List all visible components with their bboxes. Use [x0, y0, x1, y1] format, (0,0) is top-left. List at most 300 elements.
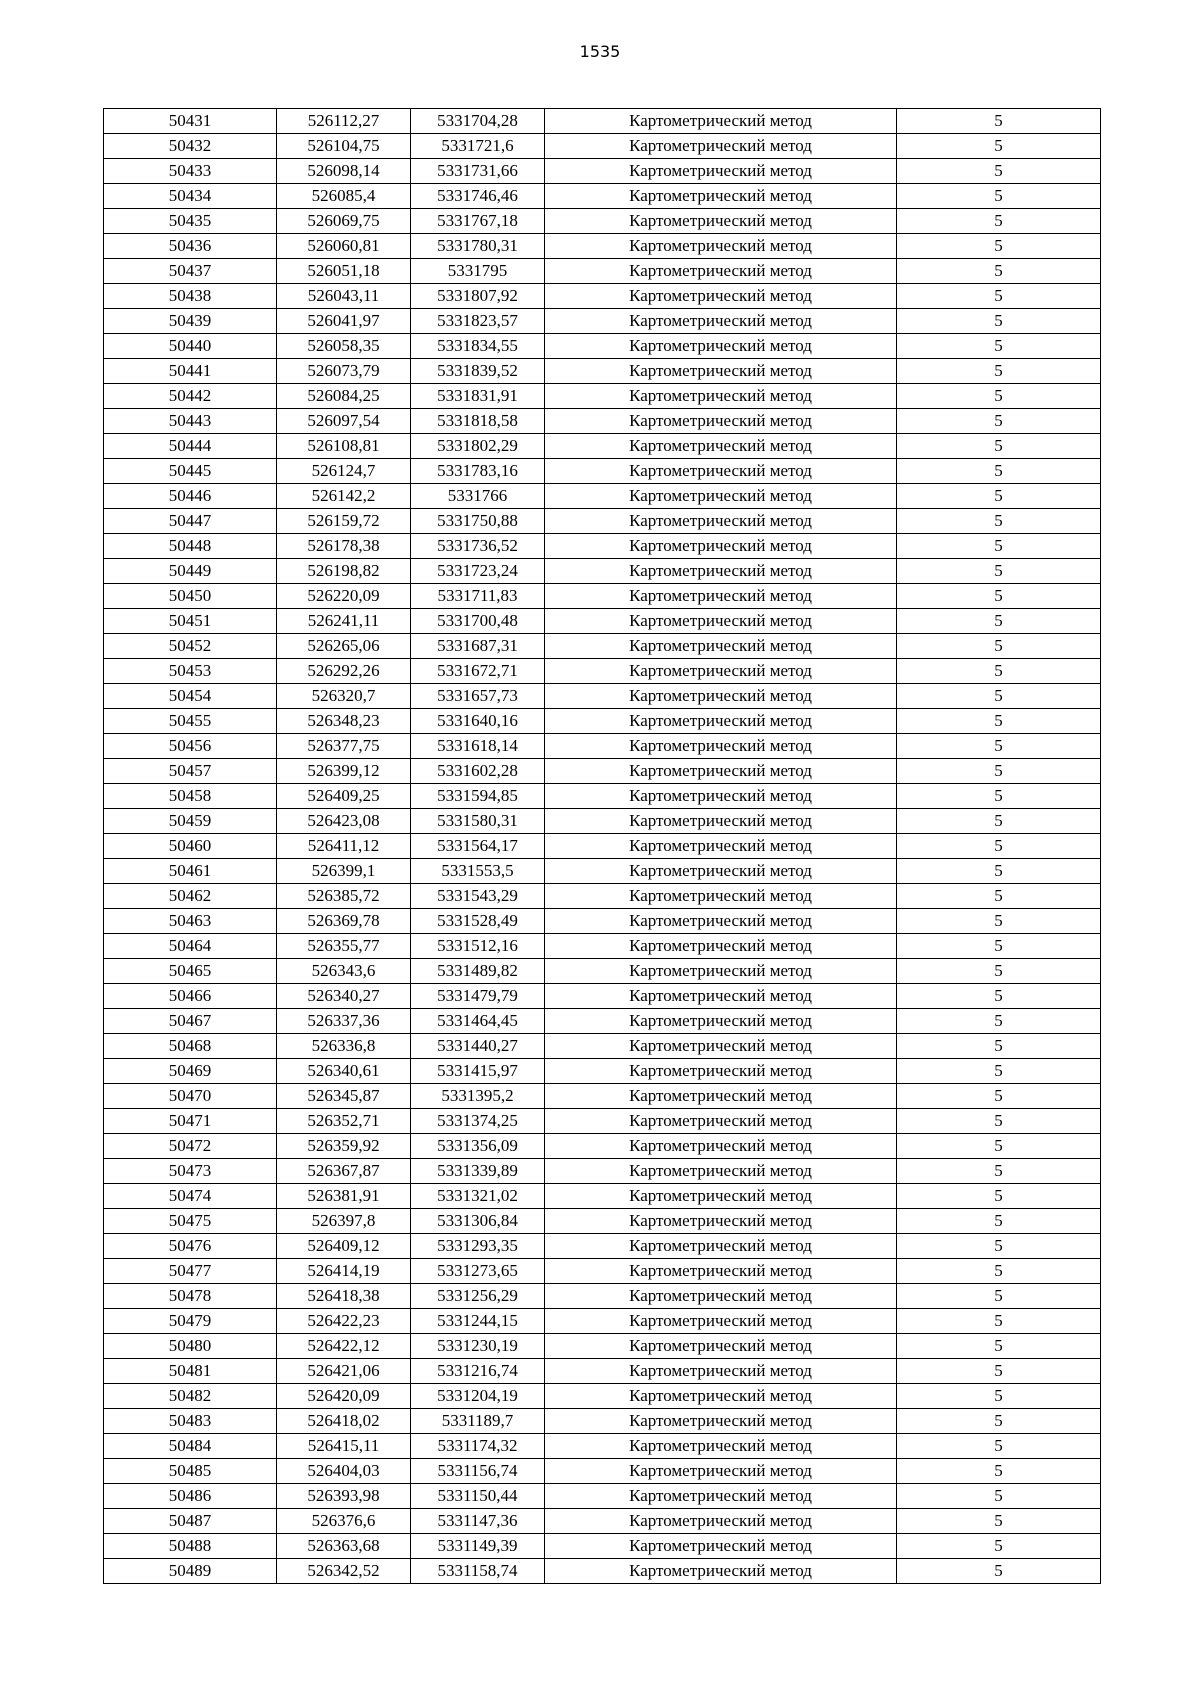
accuracy-cell: 5 [897, 884, 1101, 909]
y-coordinate-cell: 5331204,19 [411, 1384, 545, 1409]
y-coordinate-cell: 5331807,92 [411, 284, 545, 309]
method-cell: Картометрический метод [545, 659, 897, 684]
x-coordinate-cell: 526352,71 [277, 1109, 411, 1134]
method-cell: Картометрический метод [545, 434, 897, 459]
point-number-cell: 50472 [104, 1134, 277, 1159]
coordinates-table-body [104, 109, 1101, 1584]
accuracy-cell: 5 [897, 609, 1101, 634]
x-coordinate-cell: 526385,72 [277, 884, 411, 909]
table-row [104, 1559, 1101, 1584]
table-row [104, 1334, 1101, 1359]
x-coordinate-cell: 526084,25 [277, 384, 411, 409]
y-coordinate-cell: 5331834,55 [411, 334, 545, 359]
accuracy-cell: 5 [897, 134, 1101, 159]
point-number-cell: 50469 [104, 1059, 277, 1084]
x-coordinate-cell: 526058,35 [277, 334, 411, 359]
y-coordinate-cell: 5331640,16 [411, 709, 545, 734]
table-row [104, 684, 1101, 709]
point-number-cell: 50478 [104, 1284, 277, 1309]
method-cell: Картометрический метод [545, 1459, 897, 1484]
accuracy-cell: 5 [897, 584, 1101, 609]
point-number-cell: 50482 [104, 1384, 277, 1409]
accuracy-cell: 5 [897, 234, 1101, 259]
point-number-cell: 50432 [104, 134, 277, 159]
accuracy-cell: 5 [897, 559, 1101, 584]
point-number-cell: 50435 [104, 209, 277, 234]
x-coordinate-cell: 526337,36 [277, 1009, 411, 1034]
table-row [104, 1059, 1101, 1084]
accuracy-cell: 5 [897, 909, 1101, 934]
y-coordinate-cell: 5331700,48 [411, 609, 545, 634]
x-coordinate-cell: 526320,7 [277, 684, 411, 709]
method-cell: Картометрический метод [545, 1234, 897, 1259]
table-row [104, 434, 1101, 459]
accuracy-cell: 5 [897, 634, 1101, 659]
x-coordinate-cell: 526340,27 [277, 984, 411, 1009]
y-coordinate-cell: 5331150,44 [411, 1484, 545, 1509]
x-coordinate-cell: 526198,82 [277, 559, 411, 584]
point-number-cell: 50461 [104, 859, 277, 884]
table-row [104, 309, 1101, 334]
accuracy-cell: 5 [897, 1009, 1101, 1034]
point-number-cell: 50449 [104, 559, 277, 584]
table-row [104, 134, 1101, 159]
y-coordinate-cell: 5331306,84 [411, 1209, 545, 1234]
table-row [104, 459, 1101, 484]
method-cell: Картометрический метод [545, 1134, 897, 1159]
point-number-cell: 50477 [104, 1259, 277, 1284]
point-number-cell: 50437 [104, 259, 277, 284]
accuracy-cell: 5 [897, 1234, 1101, 1259]
point-number-cell: 50464 [104, 934, 277, 959]
x-coordinate-cell: 526367,87 [277, 1159, 411, 1184]
accuracy-cell: 5 [897, 284, 1101, 309]
x-coordinate-cell: 526421,06 [277, 1359, 411, 1384]
y-coordinate-cell: 5331464,45 [411, 1009, 545, 1034]
method-cell: Картометрический метод [545, 184, 897, 209]
method-cell: Картометрический метод [545, 834, 897, 859]
y-coordinate-cell: 5331731,66 [411, 159, 545, 184]
method-cell: Картометрический метод [545, 109, 897, 134]
accuracy-cell: 5 [897, 1334, 1101, 1359]
accuracy-cell: 5 [897, 1184, 1101, 1209]
y-coordinate-cell: 5331795 [411, 259, 545, 284]
accuracy-cell: 5 [897, 859, 1101, 884]
accuracy-cell: 5 [897, 1109, 1101, 1134]
method-cell: Картометрический метод [545, 1309, 897, 1334]
x-coordinate-cell: 526342,52 [277, 1559, 411, 1584]
accuracy-cell: 5 [897, 1159, 1101, 1184]
y-coordinate-cell: 5331721,6 [411, 134, 545, 159]
x-coordinate-cell: 526363,68 [277, 1534, 411, 1559]
accuracy-cell: 5 [897, 1209, 1101, 1234]
table-row [104, 884, 1101, 909]
method-cell: Картометрический метод [545, 784, 897, 809]
accuracy-cell: 5 [897, 734, 1101, 759]
accuracy-cell: 5 [897, 359, 1101, 384]
y-coordinate-cell: 5331479,79 [411, 984, 545, 1009]
y-coordinate-cell: 5331356,09 [411, 1134, 545, 1159]
table-row [104, 1159, 1101, 1184]
y-coordinate-cell: 5331174,32 [411, 1434, 545, 1459]
method-cell: Картометрический метод [545, 1334, 897, 1359]
accuracy-cell: 5 [897, 209, 1101, 234]
point-number-cell: 50446 [104, 484, 277, 509]
x-coordinate-cell: 526112,27 [277, 109, 411, 134]
x-coordinate-cell: 526292,26 [277, 659, 411, 684]
table-row [104, 484, 1101, 509]
accuracy-cell: 5 [897, 1434, 1101, 1459]
x-coordinate-cell: 526124,7 [277, 459, 411, 484]
y-coordinate-cell: 5331723,24 [411, 559, 545, 584]
accuracy-cell: 5 [897, 1134, 1101, 1159]
y-coordinate-cell: 5331831,91 [411, 384, 545, 409]
point-number-cell: 50442 [104, 384, 277, 409]
x-coordinate-cell: 526340,61 [277, 1059, 411, 1084]
table-row [104, 509, 1101, 534]
x-coordinate-cell: 526423,08 [277, 809, 411, 834]
y-coordinate-cell: 5331440,27 [411, 1034, 545, 1059]
method-cell: Картометрический метод [545, 1434, 897, 1459]
y-coordinate-cell: 5331736,52 [411, 534, 545, 559]
method-cell: Картометрический метод [545, 284, 897, 309]
x-coordinate-cell: 526069,75 [277, 209, 411, 234]
x-coordinate-cell: 526393,98 [277, 1484, 411, 1509]
method-cell: Картометрический метод [545, 1484, 897, 1509]
method-cell: Картометрический метод [545, 1409, 897, 1434]
method-cell: Картометрический метод [545, 959, 897, 984]
method-cell: Картометрический метод [545, 1259, 897, 1284]
point-number-cell: 50463 [104, 909, 277, 934]
method-cell: Картометрический метод [545, 359, 897, 384]
table-row [104, 784, 1101, 809]
table-row [104, 1234, 1101, 1259]
accuracy-cell: 5 [897, 184, 1101, 209]
point-number-cell: 50443 [104, 409, 277, 434]
x-coordinate-cell: 526355,77 [277, 934, 411, 959]
point-number-cell: 50438 [104, 284, 277, 309]
table-row [104, 1034, 1101, 1059]
point-number-cell: 50460 [104, 834, 277, 859]
table-row [104, 1309, 1101, 1334]
table-row [104, 209, 1101, 234]
table-row [104, 1434, 1101, 1459]
y-coordinate-cell: 5331321,02 [411, 1184, 545, 1209]
method-cell: Картометрический метод [545, 1284, 897, 1309]
point-number-cell: 50475 [104, 1209, 277, 1234]
accuracy-cell: 5 [897, 534, 1101, 559]
method-cell: Картометрический метод [545, 509, 897, 534]
accuracy-cell: 5 [897, 159, 1101, 184]
point-number-cell: 50436 [104, 234, 277, 259]
point-number-cell: 50434 [104, 184, 277, 209]
point-number-cell: 50455 [104, 709, 277, 734]
table-row [104, 1284, 1101, 1309]
y-coordinate-cell: 5331230,19 [411, 1334, 545, 1359]
table-row [104, 909, 1101, 934]
y-coordinate-cell: 5331256,29 [411, 1284, 545, 1309]
point-number-cell: 50487 [104, 1509, 277, 1534]
table-row [104, 409, 1101, 434]
y-coordinate-cell: 5331512,16 [411, 934, 545, 959]
x-coordinate-cell: 526377,75 [277, 734, 411, 759]
x-coordinate-cell: 526104,75 [277, 134, 411, 159]
table-row [104, 334, 1101, 359]
point-number-cell: 50481 [104, 1359, 277, 1384]
table-row [104, 1009, 1101, 1034]
accuracy-cell: 5 [897, 1534, 1101, 1559]
point-number-cell: 50471 [104, 1109, 277, 1134]
x-coordinate-cell: 526411,12 [277, 834, 411, 859]
x-coordinate-cell: 526399,1 [277, 859, 411, 884]
method-cell: Картометрический метод [545, 259, 897, 284]
method-cell: Картометрический метод [545, 309, 897, 334]
y-coordinate-cell: 5331395,2 [411, 1084, 545, 1109]
x-coordinate-cell: 526397,8 [277, 1209, 411, 1234]
accuracy-cell: 5 [897, 659, 1101, 684]
point-number-cell: 50480 [104, 1334, 277, 1359]
y-coordinate-cell: 5331839,52 [411, 359, 545, 384]
method-cell: Картометрический метод [545, 1184, 897, 1209]
accuracy-cell: 5 [897, 484, 1101, 509]
point-number-cell: 50459 [104, 809, 277, 834]
accuracy-cell: 5 [897, 1509, 1101, 1534]
table-row [104, 584, 1101, 609]
method-cell: Картометрический метод [545, 1559, 897, 1584]
method-cell: Картометрический метод [545, 734, 897, 759]
y-coordinate-cell: 5331244,15 [411, 1309, 545, 1334]
method-cell: Картометрический метод [545, 934, 897, 959]
y-coordinate-cell: 5331189,7 [411, 1409, 545, 1434]
table-row [104, 1084, 1101, 1109]
x-coordinate-cell: 526051,18 [277, 259, 411, 284]
accuracy-cell: 5 [897, 434, 1101, 459]
y-coordinate-cell: 5331783,16 [411, 459, 545, 484]
accuracy-cell: 5 [897, 709, 1101, 734]
y-coordinate-cell: 5331580,31 [411, 809, 545, 834]
point-number-cell: 50452 [104, 634, 277, 659]
x-coordinate-cell: 526420,09 [277, 1384, 411, 1409]
table-row [104, 709, 1101, 734]
x-coordinate-cell: 526060,81 [277, 234, 411, 259]
accuracy-cell: 5 [897, 1084, 1101, 1109]
table-row [104, 559, 1101, 584]
accuracy-cell: 5 [897, 1359, 1101, 1384]
point-number-cell: 50448 [104, 534, 277, 559]
method-cell: Картометрический метод [545, 759, 897, 784]
y-coordinate-cell: 5331704,28 [411, 109, 545, 134]
accuracy-cell: 5 [897, 959, 1101, 984]
x-coordinate-cell: 526404,03 [277, 1459, 411, 1484]
y-coordinate-cell: 5331528,49 [411, 909, 545, 934]
point-number-cell: 50465 [104, 959, 277, 984]
method-cell: Картометрический метод [545, 884, 897, 909]
accuracy-cell: 5 [897, 684, 1101, 709]
table-row [104, 359, 1101, 384]
x-coordinate-cell: 526097,54 [277, 409, 411, 434]
method-cell: Картометрический метод [545, 334, 897, 359]
y-coordinate-cell: 5331657,73 [411, 684, 545, 709]
method-cell: Картометрический метод [545, 709, 897, 734]
accuracy-cell: 5 [897, 1409, 1101, 1434]
table-row [104, 934, 1101, 959]
x-coordinate-cell: 526359,92 [277, 1134, 411, 1159]
y-coordinate-cell: 5331687,31 [411, 634, 545, 659]
table-row [104, 984, 1101, 1009]
table-row [104, 609, 1101, 634]
y-coordinate-cell: 5331750,88 [411, 509, 545, 534]
method-cell: Картометрический метод [545, 609, 897, 634]
accuracy-cell: 5 [897, 334, 1101, 359]
point-number-cell: 50445 [104, 459, 277, 484]
point-number-cell: 50476 [104, 1234, 277, 1259]
page-number: 1535 [579, 42, 621, 61]
y-coordinate-cell: 5331374,25 [411, 1109, 545, 1134]
point-number-cell: 50454 [104, 684, 277, 709]
method-cell: Картометрический метод [545, 1159, 897, 1184]
y-coordinate-cell: 5331147,36 [411, 1509, 545, 1534]
method-cell: Картометрический метод [545, 634, 897, 659]
point-number-cell: 50431 [104, 109, 277, 134]
method-cell: Картометрический метод [545, 859, 897, 884]
point-number-cell: 50474 [104, 1184, 277, 1209]
table-row [104, 384, 1101, 409]
y-coordinate-cell: 5331415,97 [411, 1059, 545, 1084]
x-coordinate-cell: 526399,12 [277, 759, 411, 784]
accuracy-cell: 5 [897, 309, 1101, 334]
table-row [104, 1184, 1101, 1209]
table-row [104, 734, 1101, 759]
accuracy-cell: 5 [897, 1309, 1101, 1334]
table-row [104, 1259, 1101, 1284]
method-cell: Картометрический метод [545, 234, 897, 259]
x-coordinate-cell: 526409,25 [277, 784, 411, 809]
table-row [104, 959, 1101, 984]
point-number-cell: 50483 [104, 1409, 277, 1434]
table-row [104, 184, 1101, 209]
y-coordinate-cell: 5331594,85 [411, 784, 545, 809]
point-number-cell: 50484 [104, 1434, 277, 1459]
point-number-cell: 50441 [104, 359, 277, 384]
point-number-cell: 50467 [104, 1009, 277, 1034]
x-coordinate-cell: 526336,8 [277, 1034, 411, 1059]
accuracy-cell: 5 [897, 1034, 1101, 1059]
table-row [104, 634, 1101, 659]
x-coordinate-cell: 526422,12 [277, 1334, 411, 1359]
method-cell: Картометрический метод [545, 909, 897, 934]
y-coordinate-cell: 5331767,18 [411, 209, 545, 234]
table-row [104, 534, 1101, 559]
method-cell: Картометрический метод [545, 1534, 897, 1559]
table-row [104, 1484, 1101, 1509]
x-coordinate-cell: 526415,11 [277, 1434, 411, 1459]
method-cell: Картометрический метод [545, 584, 897, 609]
point-number-cell: 50457 [104, 759, 277, 784]
method-cell: Картометрический метод [545, 1109, 897, 1134]
table-row [104, 859, 1101, 884]
point-number-cell: 50462 [104, 884, 277, 909]
x-coordinate-cell: 526381,91 [277, 1184, 411, 1209]
accuracy-cell: 5 [897, 109, 1101, 134]
point-number-cell: 50450 [104, 584, 277, 609]
point-number-cell: 50486 [104, 1484, 277, 1509]
table-row [104, 234, 1101, 259]
method-cell: Картометрический метод [545, 209, 897, 234]
y-coordinate-cell: 5331339,89 [411, 1159, 545, 1184]
accuracy-cell: 5 [897, 984, 1101, 1009]
point-number-cell: 50440 [104, 334, 277, 359]
method-cell: Картометрический метод [545, 1209, 897, 1234]
x-coordinate-cell: 526073,79 [277, 359, 411, 384]
method-cell: Картометрический метод [545, 134, 897, 159]
x-coordinate-cell: 526043,11 [277, 284, 411, 309]
accuracy-cell: 5 [897, 1284, 1101, 1309]
point-number-cell: 50479 [104, 1309, 277, 1334]
y-coordinate-cell: 5331489,82 [411, 959, 545, 984]
method-cell: Картометрический метод [545, 684, 897, 709]
point-number-cell: 50458 [104, 784, 277, 809]
method-cell: Картометрический метод [545, 459, 897, 484]
point-number-cell: 50444 [104, 434, 277, 459]
x-coordinate-cell: 526409,12 [277, 1234, 411, 1259]
coordinates-table [103, 108, 1101, 1584]
table-row [104, 1359, 1101, 1384]
x-coordinate-cell: 526108,81 [277, 434, 411, 459]
x-coordinate-cell: 526041,97 [277, 309, 411, 334]
table-row [104, 109, 1101, 134]
accuracy-cell: 5 [897, 384, 1101, 409]
x-coordinate-cell: 526343,6 [277, 959, 411, 984]
x-coordinate-cell: 526418,38 [277, 1284, 411, 1309]
point-number-cell: 50433 [104, 159, 277, 184]
table-row [104, 1109, 1101, 1134]
method-cell: Картометрический метод [545, 1084, 897, 1109]
method-cell: Картометрический метод [545, 809, 897, 834]
x-coordinate-cell: 526142,2 [277, 484, 411, 509]
point-number-cell: 50439 [104, 309, 277, 334]
y-coordinate-cell: 5331780,31 [411, 234, 545, 259]
x-coordinate-cell: 526265,06 [277, 634, 411, 659]
x-coordinate-cell: 526098,14 [277, 159, 411, 184]
point-number-cell: 50470 [104, 1084, 277, 1109]
method-cell: Картометрический метод [545, 1034, 897, 1059]
point-number-cell: 50485 [104, 1459, 277, 1484]
y-coordinate-cell: 5331216,74 [411, 1359, 545, 1384]
y-coordinate-cell: 5331149,39 [411, 1534, 545, 1559]
point-number-cell: 50473 [104, 1159, 277, 1184]
table-row [104, 284, 1101, 309]
accuracy-cell: 5 [897, 784, 1101, 809]
x-coordinate-cell: 526369,78 [277, 909, 411, 934]
table-row [104, 659, 1101, 684]
table-row [104, 1534, 1101, 1559]
accuracy-cell: 5 [897, 459, 1101, 484]
table-row [104, 1409, 1101, 1434]
method-cell: Картометрический метод [545, 409, 897, 434]
accuracy-cell: 5 [897, 759, 1101, 784]
method-cell: Картометрический метод [545, 1359, 897, 1384]
point-number-cell: 50466 [104, 984, 277, 1009]
accuracy-cell: 5 [897, 259, 1101, 284]
point-number-cell: 50468 [104, 1034, 277, 1059]
accuracy-cell: 5 [897, 409, 1101, 434]
y-coordinate-cell: 5331618,14 [411, 734, 545, 759]
accuracy-cell: 5 [897, 834, 1101, 859]
point-number-cell: 50453 [104, 659, 277, 684]
method-cell: Картометрический метод [545, 384, 897, 409]
y-coordinate-cell: 5331602,28 [411, 759, 545, 784]
y-coordinate-cell: 5331823,57 [411, 309, 545, 334]
